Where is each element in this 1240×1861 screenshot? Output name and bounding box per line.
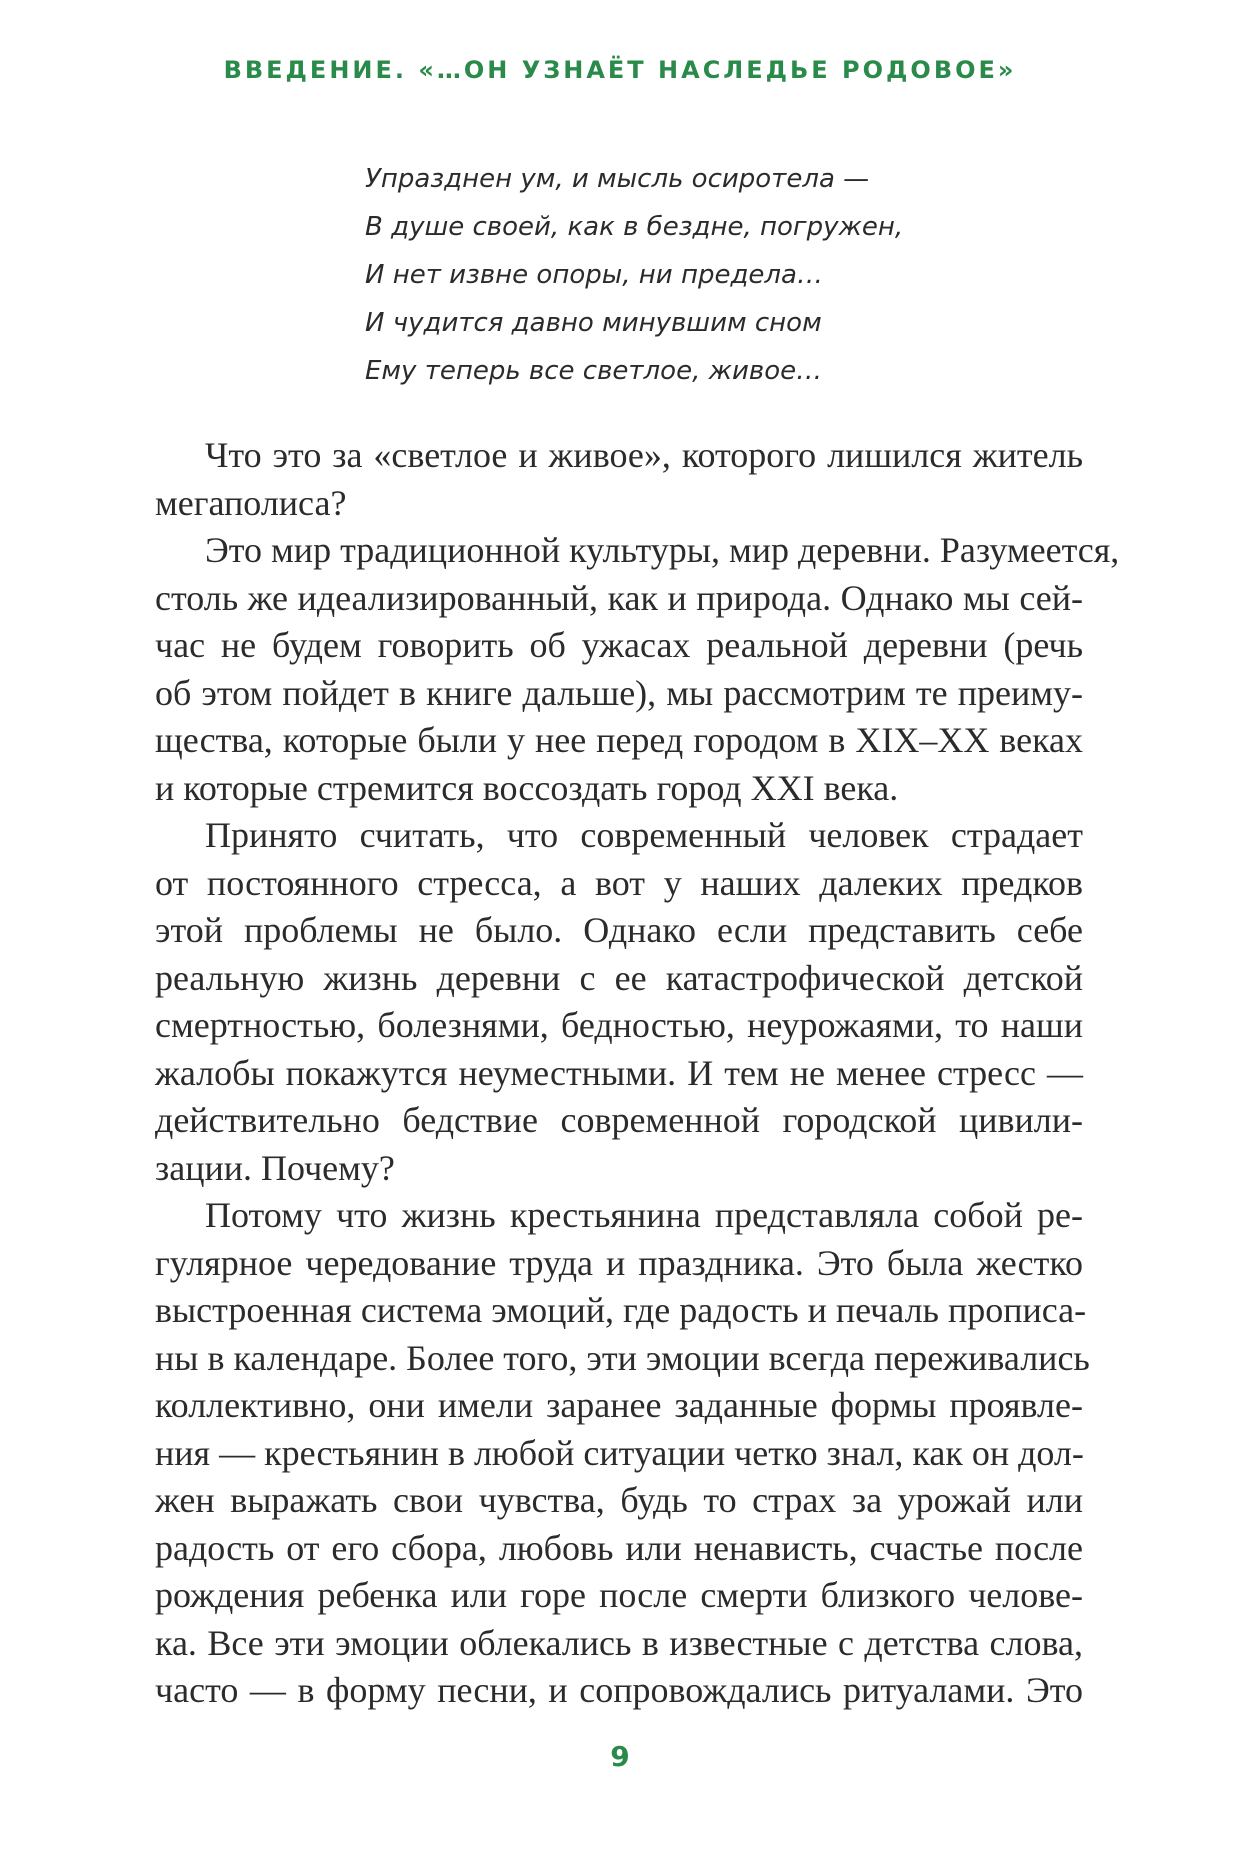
poem-epigraph [365, 155, 903, 395]
text-line: жен выражать свои чувства, будь то страх за урожай или [155, 1480, 1083, 1520]
body-text [155, 432, 1120, 1715]
page-number: 9 [610, 1740, 630, 1773]
text-line: зации. Почему? [155, 1147, 395, 1188]
text-line: и которые стремится воссоздать город XXI века. [155, 767, 899, 808]
text-line: радость от его сбора, любовь или ненависть, счастье после [155, 1527, 1083, 1568]
text-line: час не будем говорить об ужасах реальной деревни (речь [155, 625, 1083, 665]
text-line: выстроенная система эмоций, где радость и печаль прописа- [155, 1290, 1087, 1330]
text-line: гулярное чередование труда и праздника. Это была жестко [155, 1242, 1083, 1283]
text-line: часто — в форму песни, и сопровождались ритуалами. Это [155, 1670, 1083, 1710]
poem-line: Упразднен ум, и мысль осиротела — [365, 164, 870, 194]
poem-line: Ему теперь все светлое, живое… [365, 356, 823, 386]
text-line: мегаполиса? [155, 482, 347, 523]
text-line: Что это за «светлое и живое», которого лишился житель [205, 435, 1083, 475]
poem-line: И нет извне опоры, ни предела… [365, 260, 823, 290]
text-line: Потому что жизнь крестьянина представляла собой ре- [205, 1195, 1083, 1235]
text-line: реальную жизнь деревни с ее катастрофической детской [155, 957, 1083, 998]
poem-line: И чудится давно минувшим сном [365, 308, 822, 338]
poem-line: В душе своей, как в бездне, погружен, [365, 212, 904, 242]
text-line: рождения ребенка или горе после смерти близкого челове- [155, 1575, 1083, 1615]
text-line: жалобы покажутся неуместными. И тем не менее стресс — [155, 1052, 1083, 1093]
text-line: смертностью, болезнями, бедностью, неурожаями, то наши [155, 1005, 1083, 1045]
text-line: от постоянного стресса, а вот у наших далеких предков [155, 862, 1083, 903]
text-line: столь же идеализированный, как и природа. Однако мы сей- [155, 577, 1083, 618]
text-line: ка. Все эти эмоции облекались в известные с детства слова, [155, 1622, 1083, 1663]
text-line: ны в календаре. Более того, эти эмоции всегда переживались [155, 1337, 1090, 1378]
text-line: щества, которые были у нее перед городом в XIX–XX веках [155, 720, 1083, 760]
text-line: ния — крестьянин в любой ситуации четко знал, как он дол- [155, 1432, 1084, 1473]
text-line: действительно бедствие современной городской цивили- [155, 1100, 1083, 1140]
text-line: Принято считать, что современный человек страдает [205, 815, 1083, 855]
running-header: ВВЕДЕНИЕ. «…ОН УЗНАЁТ НАСЛЕДЬЕ РОДОВОЕ» [223, 56, 1017, 84]
text-line: этой проблемы не было. Однако если представить себе [155, 910, 1083, 950]
text-line: Это мир традиционной культуры, мир деревни. Разумеется, [205, 530, 1120, 570]
text-line: об этом пойдет в книге дальше), мы рассмотрим те преиму- [155, 672, 1083, 713]
text-line: коллективно, они имели заранее заданные формы проявле- [155, 1385, 1083, 1425]
